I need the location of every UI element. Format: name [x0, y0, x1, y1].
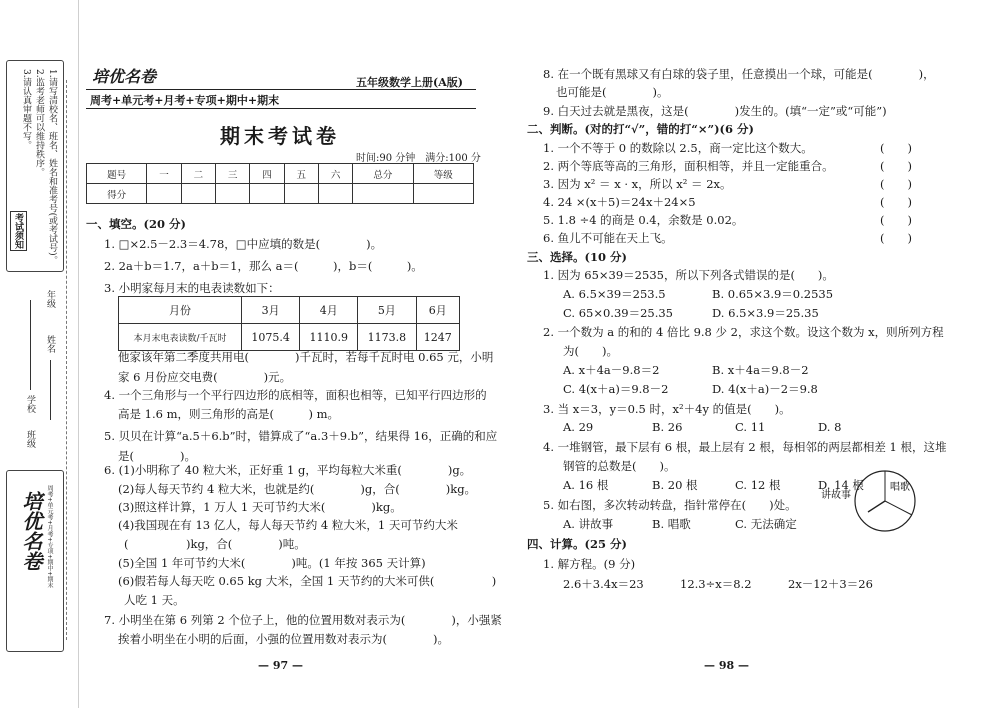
header-rule-2: [86, 108, 476, 109]
elec-cell: 3月: [242, 297, 300, 324]
score-table-header: [87, 164, 474, 184]
choice-q4-continued: 钢管的总数是( )。: [563, 459, 676, 473]
choice-option: C. 11: [735, 420, 766, 434]
score-cell: [413, 184, 473, 204]
choice-option: A. 讲故事: [563, 517, 614, 531]
choice-option: C. 12 根: [735, 478, 781, 492]
elec-cell: 1110.9: [300, 324, 358, 351]
elec-cell: 1247: [416, 324, 459, 351]
score-cell: 一: [147, 164, 181, 184]
score-cell: 得分: [87, 184, 147, 204]
score-cell: 五: [284, 164, 318, 184]
brand-logo: 培优名卷: [19, 491, 43, 571]
spinner-pointer: [868, 501, 885, 512]
notice-line-2: 2.监考老师可以维持秩序。: [34, 69, 44, 177]
judge-item: 1. 一个不等于 0 的数除以 2.5，商一定比这个数大。: [543, 141, 813, 155]
cut-line: [66, 80, 67, 640]
q5-continued: 是( )。: [118, 449, 196, 463]
choice-option: C. 4(x＋a)＝9.8－2: [563, 382, 669, 396]
choice-option: A. 29: [563, 420, 594, 434]
q6-4: (4)我国现在有 13 亿人，每人每天节约 4 粒大米，1 天可节约大米: [118, 518, 458, 532]
section-judge-heading: 二、判断。(对的打“√”，错的打“×”)(6 分): [527, 122, 754, 136]
choice-q3: 3. 当 x＝3，y＝0.5 时，x²＋4y 的值是( )。: [543, 402, 791, 416]
score-cell: [284, 184, 318, 204]
choice-option: B. 唱歌: [652, 517, 691, 531]
section-fill-heading: 一、填空。(20 分): [86, 217, 186, 231]
judge-paren: ( ): [880, 213, 912, 227]
choice-option: D. 14 根: [818, 478, 864, 492]
q7: 7. 小明坐在第 6 列第 2 个位子上，他的位置用数对表示为( )，小强紧: [104, 613, 502, 627]
choice-option: C. 65×0.39＝25.35: [563, 306, 673, 320]
judge-paren: ( ): [880, 159, 912, 173]
binding-strip: [0, 0, 79, 708]
judge-paren: ( ): [880, 231, 912, 245]
school-label: 学校: [25, 395, 35, 413]
q8: 8. 在一个既有黑球又有白球的袋子里，任意摸出一个球，可能是( )，: [543, 67, 935, 81]
electricity-table: [118, 296, 460, 351]
q6-2: (2)每人每天节约 4 粒大米，也就是约( )g，合( )kg。: [118, 482, 477, 496]
score-cell: 题号: [87, 164, 147, 184]
q3: 3. 小明家每月末的电表读数如下：: [104, 281, 280, 295]
score-cell: [215, 184, 249, 204]
choice-option: A. 16 根: [563, 478, 609, 492]
score-cell: [147, 184, 181, 204]
spinner-divider: [885, 501, 912, 515]
judge-paren: ( ): [880, 195, 912, 209]
score-cell: 三: [215, 164, 249, 184]
elec-cell: 月份: [119, 297, 242, 324]
elec-cell: 1173.8: [358, 324, 416, 351]
choice-q1: 1. 因为 65×39＝2535，所以下列各式错误的是( )。: [543, 268, 834, 282]
q4: 4. 一个三角形与一个平行四边形的底相等，面积也相等，已知平行四边形的: [104, 388, 487, 402]
equation: 2x－12＋3＝26: [788, 577, 873, 591]
score-cell: [353, 184, 413, 204]
choice-option: B. 20 根: [652, 478, 698, 492]
q8-continued: 也可能是( )。: [556, 85, 669, 99]
choice-option: A. x＋4a－9.8＝2: [563, 363, 660, 377]
q6-6: (6)假若每人每天吃 0.65 kg 大米，全国 1 天节约的大米可供( ): [118, 574, 497, 588]
score-cell: 六: [318, 164, 352, 184]
q6-4-continued: ( )kg，合( )吨。: [124, 537, 306, 551]
school-field-line: [30, 300, 31, 390]
elec-cell: 5月: [358, 297, 416, 324]
q7-continued: 挨着小明坐在小明的后面，小强的位置用数对表示为( )。: [118, 632, 449, 646]
judge-paren: ( ): [880, 141, 912, 155]
equation: 2.6＋3.4x＝23: [563, 577, 644, 591]
judge-item: 5. 1.8 ÷4 的商是 0.4，余数是 0.02。: [543, 213, 744, 227]
choice-q4: 4. 一堆钢管，最下层有 6 根，最上层有 2 根，每相邻的两层都相差 1 根，这堆: [543, 440, 947, 454]
score-table: [86, 163, 474, 204]
header-rule: [86, 89, 476, 90]
elec-cell: 6月: [416, 297, 459, 324]
elec-cell: 4月: [300, 297, 358, 324]
elec-cell: 1075.4: [242, 324, 300, 351]
q6-1: 6. (1)小明称了 40 粒大米，正好重 1 g，平均每粒大米重( )g。: [104, 463, 472, 477]
name-label: 姓名: [45, 335, 55, 353]
name-field-line: [50, 360, 51, 420]
choice-option: D. 6.5×3.9＝25.35: [712, 306, 819, 320]
score-cell: 总分: [353, 164, 413, 184]
q6-3: (3)照这样计算，1 万人 1 天可节约大米( )kg。: [118, 500, 402, 514]
notice-line-3: 3.请认真审题不写。: [21, 69, 31, 150]
q5: 5. 贝贝在计算“a.5＋6.b”时，错算成了“a.3＋9.b”，结果得 16，正确的和应: [104, 429, 498, 443]
notice-box: [6, 60, 64, 272]
q9: 9. 白天过去就是黑夜，这是( )发生的。(填“一定”或“可能”): [543, 104, 887, 118]
grade-label: 年级: [45, 290, 55, 308]
judge-item: 2. 两个等底等高的三角形，面积相等，并且一定能重合。: [543, 159, 834, 173]
choice-option: B. 0.65×3.9＝0.2535: [712, 287, 834, 301]
q3-continued: 他家该年第二季度共用电( )千瓦时，若每千瓦时电 0.65 元，小明: [118, 350, 494, 364]
choice-option: B. 26: [652, 420, 683, 434]
q2: 2. 2a＋b＝1.7，a＋b＝1，那么 a＝( )，b＝( )。: [104, 259, 423, 273]
judge-paren: ( ): [880, 177, 912, 191]
section-calc-heading: 四、计算。(25 分): [527, 537, 627, 551]
score-cell: [181, 184, 215, 204]
score-cell: 二: [181, 164, 215, 184]
spinner-label-right: 唱歌: [890, 482, 910, 493]
choice-option: C. 无法确定: [735, 517, 797, 531]
exam-title: 期末考试卷: [220, 124, 340, 148]
judge-item: 3. 因为 x² ＝ x · x，所以 x² ＝ 2x。: [543, 177, 732, 191]
elec-cell: 本月末电表读数/千瓦时: [119, 324, 242, 351]
score-cell: [318, 184, 352, 204]
class-label: 班级: [25, 430, 35, 448]
brand-subtitle: 周考+单元考+月考+专项+期中+期末: [46, 485, 53, 589]
exam-meta: 时间:90 分钟 满分:100 分: [356, 153, 481, 164]
book-title: 五年级数学上册(A版): [356, 76, 463, 89]
notice-badge: 考试须知: [10, 211, 27, 251]
judge-item: 4. 24 ×(x＋5)＝24x＋24×5: [543, 195, 696, 209]
q4-continued: 高是 1.6 m，则三角形的高是( ) m。: [118, 407, 340, 421]
choice-q5: 5. 如右图，多次转动转盘，指针常停在( )处。: [543, 498, 797, 512]
q6-5: (5)全国 1 年可节约大米( )吨。(1 年按 365 天计算): [118, 556, 426, 570]
judge-item: 6. 鱼儿不可能在天上飞。: [543, 231, 673, 245]
spinner-label-left: 讲故事: [821, 490, 851, 501]
choice-q2-continued: 为( )。: [563, 344, 618, 358]
header-logo: 培优名卷: [92, 67, 157, 86]
score-cell: 等级: [413, 164, 473, 184]
series-label: 周考+单元考+月考+专项+期中+期末: [90, 94, 280, 107]
score-table-row: [87, 184, 474, 204]
q3-continued-2: 家 6 月份应交电费( )元。: [118, 370, 292, 384]
choice-option: B. x＋4a＝9.8－2: [712, 363, 809, 377]
score-cell: [250, 184, 284, 204]
calc-q1: 1. 解方程。(9 分): [543, 557, 636, 571]
section-choice-heading: 三、选择。(10 分): [527, 250, 627, 264]
equation: 12.3÷x＝8.2: [680, 577, 752, 591]
choice-option: D. 4(x＋a)－2＝9.8: [712, 382, 818, 396]
spinner-diagram: [820, 468, 930, 534]
q1: 1. □×2.5－2.3＝4.78，□中应填的数是( )。: [104, 237, 383, 251]
q6-6-continued: 人吃 1 天。: [124, 593, 185, 607]
page-number-left: — 97 —: [258, 659, 303, 672]
choice-option: D. 8: [818, 420, 842, 434]
brand-box: [6, 470, 64, 652]
notice-line-1: 1.请写清校名、班名、姓名和准考号(或考试号)。: [47, 69, 57, 265]
page-number-right: — 98 —: [704, 659, 749, 672]
choice-q2: 2. 一个数为 a 的和的 4 倍比 9.8 少 2，求这个数。设这个数为 x，则所列方程: [543, 325, 944, 339]
score-cell: 四: [250, 164, 284, 184]
choice-option: A. 6.5×39＝253.5: [563, 287, 666, 301]
